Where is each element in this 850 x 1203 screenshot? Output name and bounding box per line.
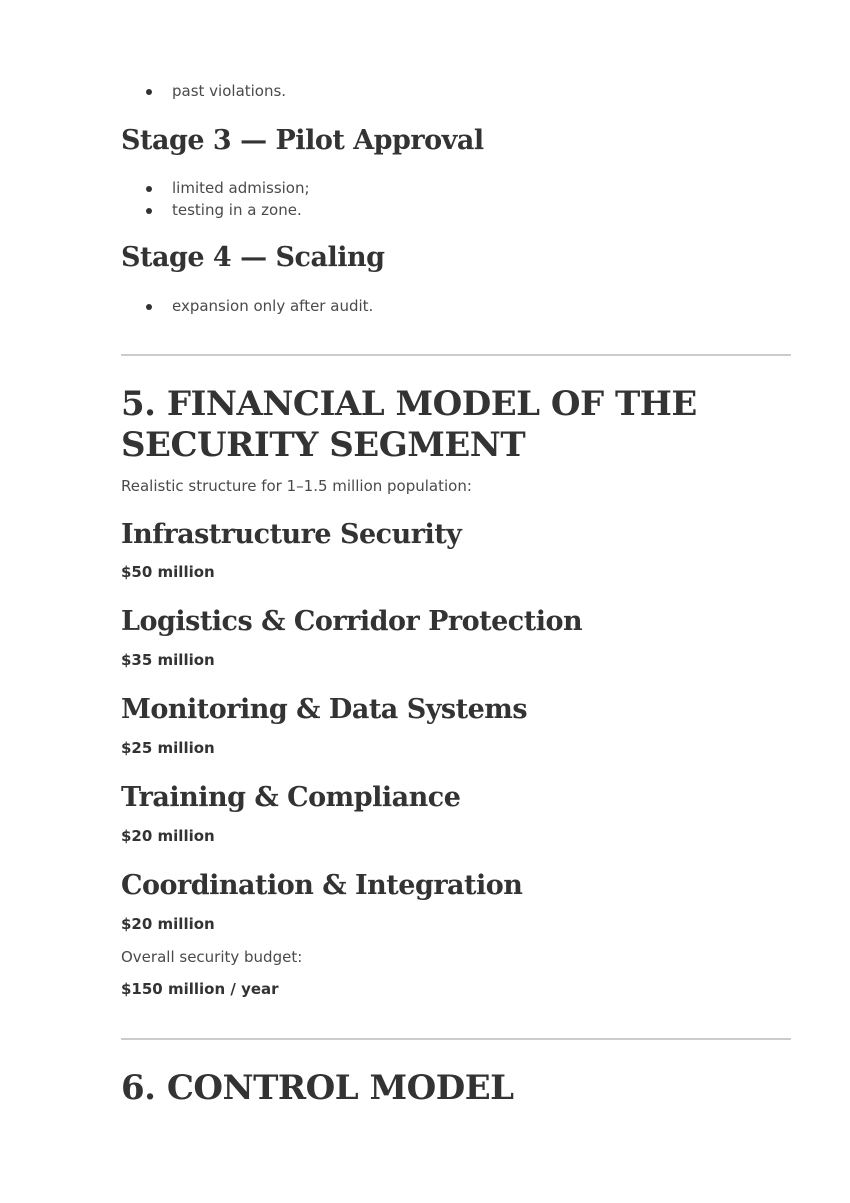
budget-item-amount: $50 million bbox=[121, 563, 215, 581]
budget-item-title: Logistics & Corridor Protection bbox=[121, 606, 583, 637]
bullet-item: past violations. bbox=[172, 82, 287, 100]
bullet-marker bbox=[146, 186, 152, 192]
section-divider bbox=[121, 1038, 791, 1040]
budget-item-amount: $20 million bbox=[121, 915, 215, 933]
bullet-item: testing in a zone. bbox=[172, 201, 302, 219]
section-divider bbox=[121, 354, 791, 356]
bullet-marker bbox=[146, 208, 152, 214]
section-6-heading: 6. CONTROL MODEL bbox=[121, 1068, 514, 1108]
budget-item-title: Monitoring & Data Systems bbox=[121, 694, 528, 725]
budget-item-title: Coordination & Integration bbox=[121, 870, 523, 901]
bullet-item: limited admission; bbox=[172, 179, 310, 197]
budget-item-amount: $20 million bbox=[121, 827, 215, 845]
budget-item-amount: $25 million bbox=[121, 739, 215, 757]
stage-3-heading: Stage 3 — Pilot Approval bbox=[121, 125, 484, 156]
budget-item-amount: $35 million bbox=[121, 651, 215, 669]
section-5-intro: Realistic structure for 1–1.5 million population: bbox=[121, 477, 472, 495]
budget-item-title: Training & Compliance bbox=[121, 782, 461, 813]
bullet-marker bbox=[146, 89, 152, 95]
total-budget-label: Overall security budget: bbox=[121, 948, 303, 966]
total-budget-amount: $150 million / year bbox=[121, 980, 279, 998]
budget-item-title: Infrastructure Security bbox=[121, 519, 462, 550]
bullet-marker bbox=[146, 304, 152, 310]
section-5-heading: 5. FINANCIAL MODEL OF THE SECURITY SEGMENT bbox=[121, 384, 697, 465]
bullet-item: expansion only after audit. bbox=[172, 297, 374, 315]
stage-4-heading: Stage 4 — Scaling bbox=[121, 242, 385, 273]
